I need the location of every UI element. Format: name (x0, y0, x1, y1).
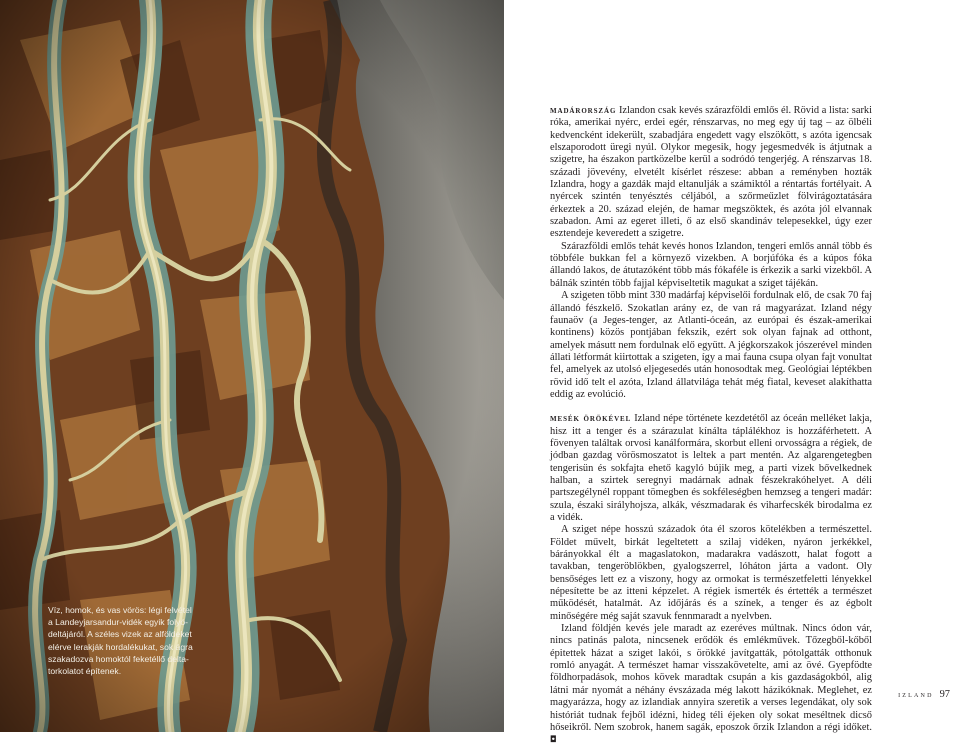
section-madarorszag-para-1 (550, 105, 872, 241)
paragraph-text: Izlandon csak kevés szárazföldi emlős él. Rövid a lista: sarki róka, amerikai nyérc, erdei egér, rénszarvas, no meg egy új tag – az ölbéli kedvencként idekerült, szabadjára engedett vagy elszökött, s azóta igencsak elszaporodott üregi nyúl. Olykor megesik, hogy jegesmedvék is átjutnak a szigetre, ha északon partközelbe kerül a sodródó tengerjég. A rénszarvas 18. századi jövevény, elvetélt kísérlet részese: abban a reményben hozták Izlandra, hogy a gazdák majd eltanulják a számiktól a réntartás fortélyait. A nyércek szintén tenyésztés céljából, a szőrmeűzlet fölvirágoztatására érkeztek a 20. század elején, de hamar megszöktek, és azóta jól elvannak szabadon. Ami az egeret illeti, ő az első skandináv telepesekkel, úgy ezer esztendeje keveredett a szigetre. (550, 105, 872, 240)
section-madarorszag-para-3: A szigeten több mint 330 madárfaj képviselői fordulnak elő, de csak 70 faj állandó fészkelő. Szokatlan arány ez, de van rá magyarázat. Izland négy faunaöv (a Jeges-tenger, az Atlanti-óceán, az európai és észak-amerikai kontinens) közös pontjában fekszik, ezért sok olyan fajnak ad otthont, amelyek másutt nem fordulnak elő együtt. A jégkorszakok jószerével minden állati létformát kiirtottak a szigeten, így a mai fauna csupa olyan fajt vonultat fel, amelyek az utolsó eljegesedés után honosodtak meg. Geológiai léptékben rövid idő telt el azóta, Izland állatvilága tehát még fiatal, keveset alakíthatta eddig az evolúció. (550, 290, 872, 400)
section-mesek-para-3 (550, 623, 872, 746)
running-head: izland (898, 689, 934, 699)
section-madarorszag-para-2: Szárazföldi emlős tehát kevés honos Izlandon, tengeri emlős annál több és többféle bukkan fel a környező vizekben. A borjúfóka és a kúpos fóka állandó lakos, de átutazóként több más fókaféle is érkezik a sarki vizekből. A bálnák szintén több fajjal képviseltetik magukat a sziget tájékán. (550, 240, 872, 289)
paragraph-text: Izland népe története kezdetétől az óceán melléket lakja, hisz itt a tenger és a szárazulat kínálta táplálékhoz is hozzáférhetett. A fövenyen találtak orvosi kanálformára, skorbut elleni orvosságra a régiek, de jódban gazdag vörösmoszatot is leltek a part mentén. Az algarengetegben tengerisün és sokfajta ehető kagyló bújik meg, a parti vizek bővelkednek halban, a szirtek seregnyi madárnak adnak fészekrakóhelyet. A déli partszegélynél roppant tömegben és sokféleségben hemzseg a tengeri madár: szula, északi sirályhojsza, alkák, vészmadarak és viharfecskék birodalma ez a vidék. (550, 413, 872, 523)
article-body (550, 105, 872, 747)
photo-caption: Víz, homok, és vas vörös: légi felvétel a Landeyjarsandur-vidék egyik folyó-deltájáról. A széles vizek az alföldeket elérve lerakják hordalékukat, sok ágra szakadozva homoktól feketéllő delta-torkolatot építenek. (48, 605, 193, 677)
section-kicker-madarorszag: madárország (550, 105, 617, 116)
end-mark-icon: ◘ (550, 735, 557, 746)
page-footer (898, 689, 950, 700)
text-page (504, 0, 960, 746)
section-mesek-para-2: A sziget népe hosszú századok óta él szoros kötelékben a természettel. Földet művelt, birkát legeltetett a szilaj vidéken, nyáron jerkékkel, bárányokkal élt a magaslatokon, madarakra vadászott, halat fogott a tavakban, tengeröblökben, gyalogszerrel, lóháton járta a vadont. Oly bensőséges lett ez a viszony, hogy az ormokat is természetfeletti lényekkel népesítette be az itteni képzelet. A régiek ismerték és értették a természet működését, hatalmát. Az időjárás és a színek, a tenger és az égbolt minőségére még saját szavuk fennmaradt a nyelvben. (550, 524, 872, 622)
section-mesek-para-1 (550, 413, 872, 524)
paragraph-text: Izland földjén kevés jele maradt az ezeréves múltnak. Nincs ódon vár, nincs patinás palota, nincsenek erődök és emlékművek. Tőzegből-kőből épitettek házat a sziget lakói, s örökké javítgatták, pótolgatták otthonuk romló anyagát. A természet hamar visszakövetelte, ami az övé. Gyepfödte földhorpadások, mohos kövek maradtak csupán a kis gazdaságokból, alig látni már nyomát a néhány évszázada még lakott házikóknak. Meglehet, ez magyarázza, hogy az izlandiak annyira szeretik a verses legendákat, oly sok históriát tudnak fejből idézni, hideg téli éjeken oly sokat meséltnek dicső hőseikről. Nem szobrok, hanem sagák, eposzok őrzik Izlandon a régi időket. (550, 623, 872, 733)
section-kicker-mesek-orokevel: mesék örökével (550, 413, 632, 425)
page-number: 97 (939, 689, 950, 700)
